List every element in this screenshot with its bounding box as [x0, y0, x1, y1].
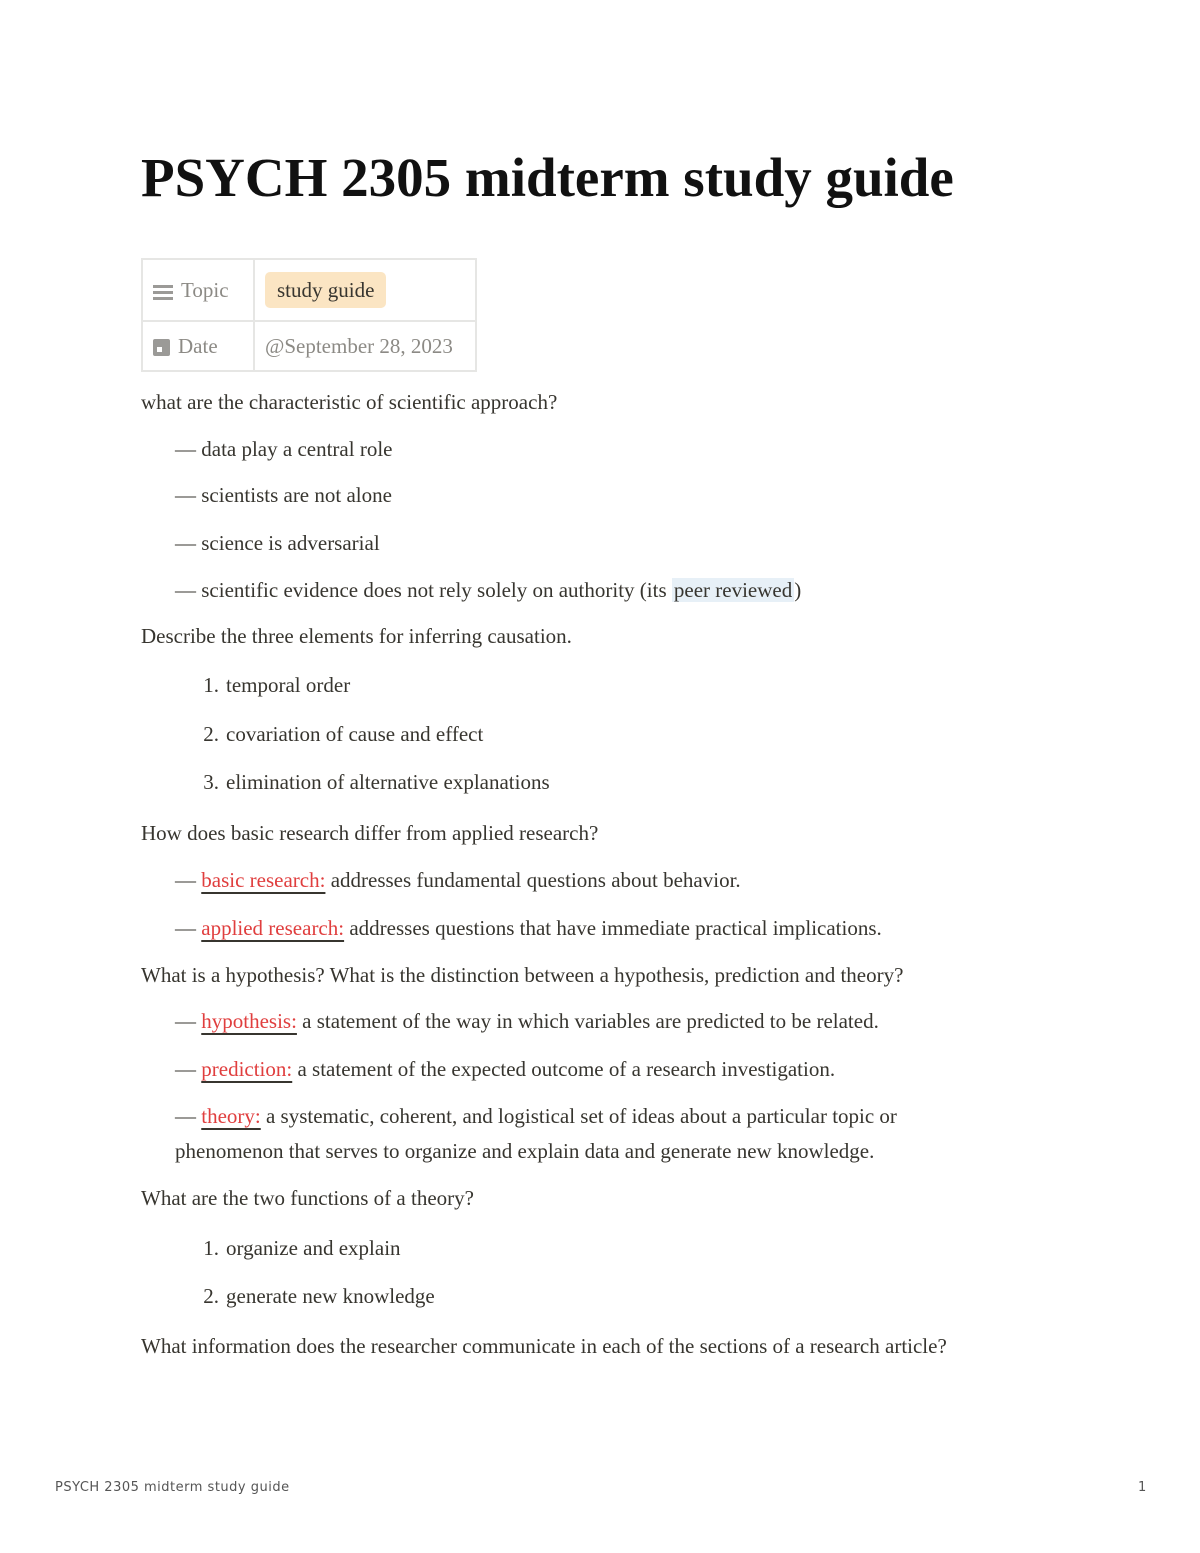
term-hypothesis: hypothesis:: [201, 1009, 297, 1033]
item-text: organize and explain: [226, 1236, 401, 1260]
property-name-topic: [142, 259, 254, 321]
list-item: — scientists are not alone: [175, 483, 392, 507]
dash: —: [175, 916, 202, 940]
definition-text: a statement of the expected outcome of a research investigation.: [292, 1057, 836, 1081]
definition-text: addresses questions that have immediate practical implications.: [344, 916, 882, 940]
definition-item: [175, 1054, 835, 1084]
item-number: 3.: [203, 770, 219, 794]
item-number: 1.: [203, 1236, 219, 1260]
dash: —: [175, 1009, 202, 1033]
term-prediction: prediction:: [201, 1057, 293, 1081]
topic-tag[interactable]: study guide: [265, 272, 386, 308]
definition-text: addresses fundamental questions about behavior.: [325, 868, 741, 892]
list-item: — science is adversarial: [175, 531, 380, 555]
definition-item: [175, 913, 882, 943]
numbered-item: [189, 719, 483, 749]
list-icon: [153, 284, 173, 300]
list-item: [175, 575, 801, 605]
definition-item: [175, 865, 741, 895]
numbered-item: [189, 1281, 435, 1311]
item-number: 2.: [203, 722, 219, 746]
definition-continuation: phenomenon that serves to organize and explain data and generate new knowledge.: [175, 1139, 875, 1163]
definition-item: [175, 1101, 897, 1131]
term-applied-research: applied research:: [201, 916, 345, 940]
numbered-item: [189, 1233, 401, 1263]
property-row-date: [142, 321, 476, 371]
question-scientific-approach: what are the characteristic of scientific approach?: [141, 390, 558, 414]
list-item-text: — scientific evidence does not rely solely on authority (its: [175, 578, 672, 602]
definition-item: [175, 1006, 879, 1036]
list-item: — data play a central role: [175, 437, 393, 461]
term-theory: theory:: [201, 1104, 261, 1128]
question-causation: Describe the three elements for inferring causation.: [141, 624, 572, 648]
highlighted-text: peer reviewed: [673, 578, 793, 602]
property-row-topic: [142, 259, 476, 321]
item-text: elimination of alternative explanations: [226, 770, 550, 794]
numbered-item: [189, 767, 550, 797]
item-number: 2.: [203, 1284, 219, 1308]
page-number: 1: [1138, 1480, 1147, 1495]
definition-text: a systematic, coherent, and logistical set of ideas about a particular topic or: [260, 1104, 897, 1128]
item-text: temporal order: [226, 673, 351, 697]
question-hypothesis: What is a hypothesis? What is the distinction between a hypothesis, prediction and theory?: [141, 963, 904, 987]
numbered-item: [189, 670, 350, 700]
item-number: 1.: [203, 673, 219, 697]
list-item-text: ): [794, 578, 802, 602]
question-basic-vs-applied: How does basic research differ from applied research?: [141, 821, 599, 845]
topic-label: Topic: [181, 277, 229, 302]
question-theory-functions: What are the two functions of a theory?: [141, 1186, 474, 1210]
property-name-date: [142, 321, 254, 371]
dash: —: [175, 1104, 202, 1128]
properties-table: [141, 258, 477, 372]
property-value-date[interactable]: @September 28, 2023: [254, 321, 476, 371]
question-research-article: What information does the researcher communicate in each of the sections of a research article?: [141, 1334, 947, 1358]
footer-title: PSYCH 2305 midterm study guide: [55, 1480, 290, 1495]
property-value-topic[interactable]: [254, 259, 476, 321]
dash: —: [175, 868, 202, 892]
item-text: generate new knowledge: [226, 1284, 435, 1308]
item-text: covariation of cause and effect: [226, 722, 484, 746]
definition-text: a statement of the way in which variables are predicted to be related.: [296, 1009, 879, 1033]
page-title: PSYCH 2305 midterm study guide: [141, 147, 954, 208]
dash: —: [175, 1057, 202, 1081]
date-label: Date: [178, 333, 218, 358]
calendar-icon: [153, 339, 170, 356]
term-basic-research: basic research:: [201, 868, 326, 892]
